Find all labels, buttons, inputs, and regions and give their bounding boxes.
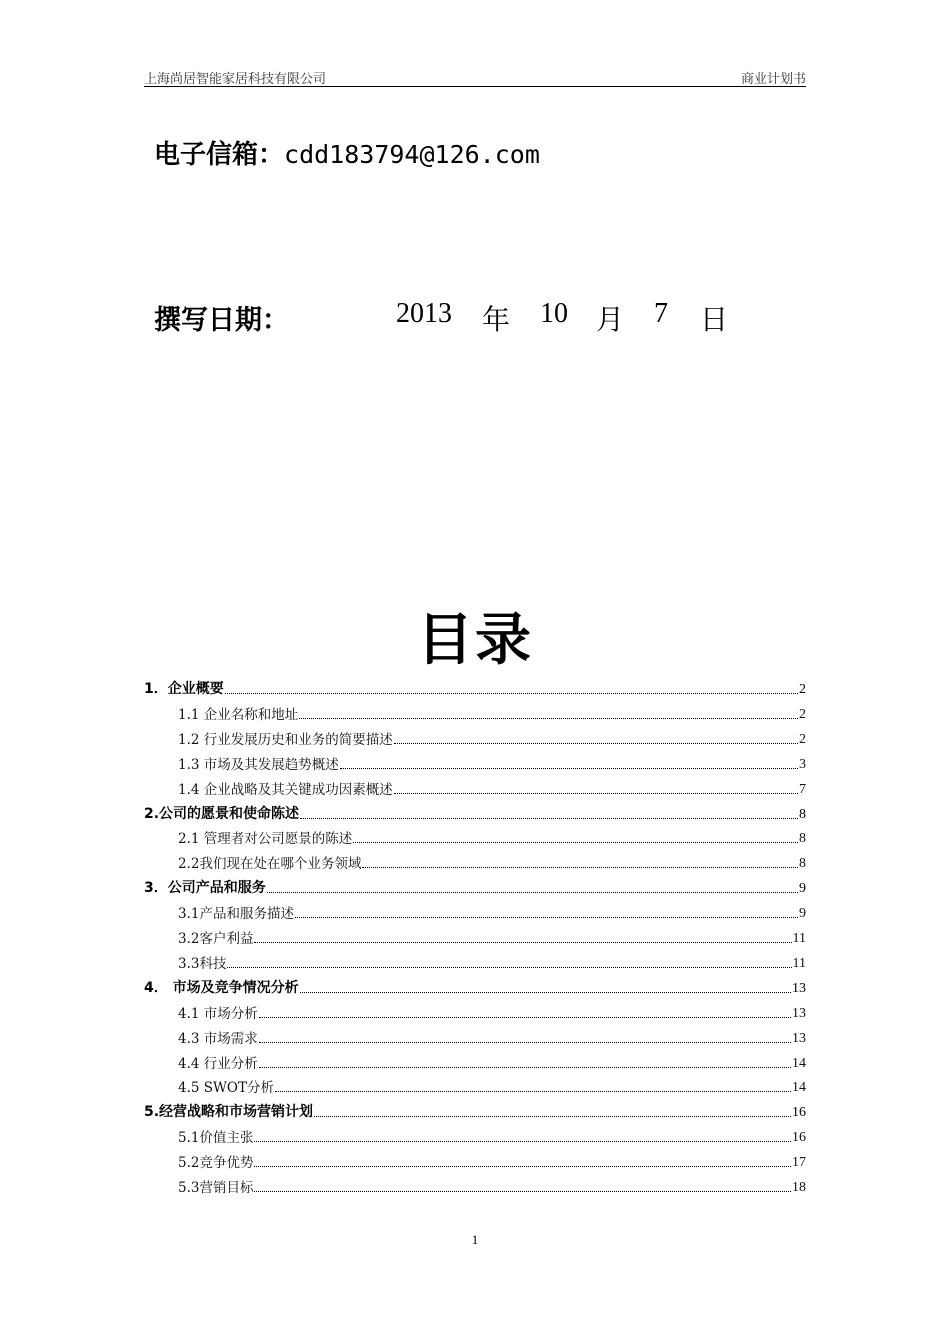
- toc-entry-page: 16: [792, 1130, 806, 1146]
- date-year: 2013: [396, 298, 452, 329]
- toc-entry-title: 5.3营销目标: [178, 1180, 254, 1196]
- toc-entry-page: 18: [792, 1180, 806, 1195]
- toc-entry-page: 14: [792, 1080, 806, 1096]
- toc-leader-dots: [314, 1115, 791, 1117]
- toc-entry-title: 1.2 行业发展历史和业务的简要描述: [178, 731, 393, 748]
- toc-entry-page: 13: [792, 980, 806, 996]
- date-day-unit: 日: [700, 305, 729, 336]
- toc-entry-title: 1.1 企业名称和地址: [178, 706, 299, 723]
- toc-section-entry[interactable]: [144, 877, 806, 897]
- toc-entry-page: 3: [799, 756, 806, 772]
- date-day: 7: [654, 298, 668, 329]
- toc-subsection-entry[interactable]: [178, 1151, 806, 1171]
- toc-entry-title: 2.1 管理者对公司愿景的陈述: [178, 831, 353, 848]
- toc-entry-page: 9: [799, 906, 806, 922]
- page-number: 1: [471, 1232, 479, 1247]
- email-label: 电子信箱：: [154, 140, 285, 170]
- toc-leader-dots: [254, 1190, 791, 1192]
- toc-entry-page: 16: [792, 1105, 806, 1121]
- toc-subsection-entry[interactable]: [178, 927, 806, 947]
- toc-entry-page: 17: [792, 1155, 806, 1171]
- email-value: cdd183794@126.com: [284, 140, 540, 169]
- toc-entry-title: 4.5 SWOT分析: [178, 1080, 274, 1097]
- toc-entry-page: 8: [799, 831, 806, 847]
- toc-entry-title: 1.4 企业战略及其关键成功因素概述: [178, 781, 393, 798]
- toc-entry-title: 1．企业概要: [144, 681, 224, 697]
- toc-entry-title: 3．公司产品和服务: [144, 880, 266, 897]
- date-line: [154, 298, 729, 337]
- toc-entry-page: 11: [792, 931, 806, 946]
- toc-entry-title: 3.2客户利益: [178, 931, 254, 947]
- toc-leader-dots: [353, 841, 798, 843]
- toc-leader-dots: [295, 916, 798, 918]
- toc-entry-title: 3.3科技: [178, 955, 227, 972]
- toc-leader-dots: [340, 767, 798, 769]
- toc-title: 目录: [417, 608, 533, 673]
- page-header: [144, 66, 806, 87]
- toc-leader-dots: [267, 891, 798, 893]
- toc-subsection-entry[interactable]: [178, 1176, 806, 1196]
- toc-section-entry[interactable]: [144, 803, 806, 823]
- toc-subsection-entry[interactable]: [178, 1002, 806, 1022]
- toc-entry-title: 3.1产品和服务描述: [178, 906, 294, 923]
- toc-entry-title: 5.经营战略和市场营销计划: [144, 1104, 314, 1121]
- toc-leader-dots: [225, 692, 798, 694]
- toc-subsection-entry[interactable]: [178, 753, 806, 773]
- toc-subsection-entry[interactable]: [178, 902, 806, 922]
- toc-leader-dots: [254, 1140, 791, 1142]
- toc-subsection-entry[interactable]: [178, 952, 806, 972]
- header-company: 上海尚居智能家居科技有限公司: [144, 72, 327, 87]
- toc-leader-dots: [254, 941, 791, 943]
- toc-subsection-entry[interactable]: [178, 1076, 806, 1096]
- toc-leader-dots: [394, 742, 798, 744]
- toc-entry-page: 14: [792, 1055, 806, 1071]
- toc-entry-page: 13: [792, 1005, 806, 1021]
- header-doc-type: 商业计划书: [740, 72, 806, 87]
- toc-entry-page: 9: [799, 881, 806, 897]
- toc-leader-dots: [300, 817, 798, 819]
- toc-entry-page: 2: [799, 706, 806, 722]
- toc-section-entry[interactable]: [144, 1101, 806, 1121]
- toc-leader-dots: [300, 991, 791, 993]
- toc-entry-page: 2: [799, 731, 806, 747]
- toc-subsection-entry[interactable]: [178, 1052, 806, 1072]
- toc-entry-page: 2: [799, 682, 806, 697]
- toc-entry-title: 4.3 市场需求: [178, 1030, 258, 1047]
- toc-entry-title: 2.2我们现在处在哪个业务领域: [178, 856, 362, 873]
- toc-leader-dots: [275, 1090, 791, 1092]
- date-month: 10: [540, 298, 568, 329]
- toc-leader-dots: [362, 866, 798, 868]
- toc-entry-title: 4． 市场及竞争情况分析: [144, 979, 299, 996]
- date-month-unit: 月: [596, 305, 625, 336]
- date-year-unit: 年: [482, 305, 511, 336]
- email-line: [154, 134, 540, 171]
- toc-leader-dots: [394, 792, 798, 794]
- toc-entry-title: 5.2竞争优势: [178, 1155, 254, 1172]
- toc-entry-title: 4.1 市场分析: [178, 1005, 258, 1022]
- toc-entry-page: 7: [799, 781, 806, 797]
- toc-leader-dots: [227, 966, 791, 968]
- toc-section-entry[interactable]: [144, 678, 806, 698]
- toc-entry-page: 11: [792, 955, 806, 971]
- toc-entry-page: 8: [799, 856, 806, 872]
- toc-entry-page: 8: [799, 806, 806, 822]
- toc-entry-title: 4.4 行业分析: [178, 1055, 258, 1072]
- toc-entry-title: 5.1价值主张: [178, 1130, 254, 1147]
- toc-subsection-entry[interactable]: [178, 852, 806, 872]
- toc-subsection-entry[interactable]: [178, 827, 806, 847]
- toc-subsection-entry[interactable]: [178, 778, 806, 798]
- toc-entry-title: 1.3 市场及其发展趋势概述: [178, 756, 339, 773]
- toc-section-entry[interactable]: [144, 977, 806, 997]
- toc-entry-page: 13: [792, 1030, 806, 1046]
- toc-leader-dots: [259, 1016, 791, 1018]
- toc-subsection-entry[interactable]: [178, 728, 806, 748]
- toc-leader-dots: [299, 717, 798, 719]
- toc-entry-title: 2.公司的愿景和使命陈述: [144, 805, 300, 822]
- toc-subsection-entry[interactable]: [178, 1126, 806, 1146]
- toc-subsection-entry[interactable]: [178, 703, 806, 723]
- toc-leader-dots: [259, 1041, 791, 1043]
- toc-leader-dots: [254, 1165, 791, 1167]
- date-label: 撰写日期：: [154, 305, 289, 336]
- toc-subsection-entry[interactable]: [178, 1027, 806, 1047]
- toc-leader-dots: [259, 1066, 791, 1068]
